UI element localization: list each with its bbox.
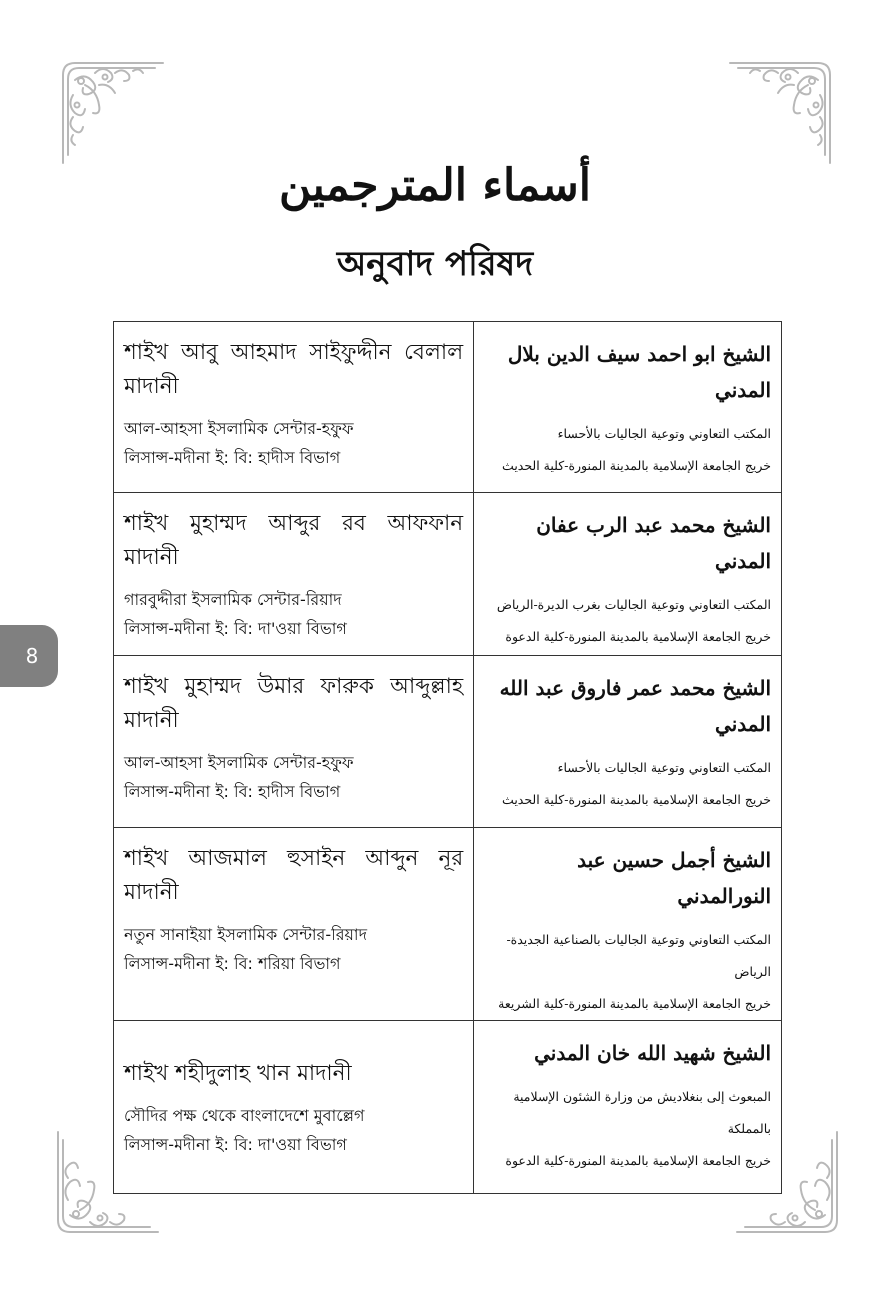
translator-affiliation-arabic: المكتب التعاوني وتوعية الجاليات بغرب الديرة-الرياض	[496, 597, 771, 612]
translator-name-bengali: শাইখ মুহাম্মদ আব্দুর রব আফফান মাদানী	[124, 511, 464, 570]
translator-affiliation-bengali: আল-আহসা ইসলামিক সেন্টার-হফুফ	[124, 419, 354, 438]
floral-ornament-icon	[55, 55, 165, 165]
table-row	[114, 1021, 782, 1194]
arabic-cell	[474, 828, 782, 1021]
translator-name-bengali: শাইখ শহীদুলাহ খান মাদানী	[124, 1061, 352, 1086]
table-row	[114, 656, 782, 828]
corner-ornament-top-left	[55, 55, 165, 165]
translator-degree-arabic: خريج الجامعة الإسلامية بالمدينة المنورة-كلية الدعوة	[505, 629, 771, 644]
arabic-cell	[474, 493, 782, 656]
floral-ornament-icon	[728, 55, 838, 165]
translator-name-bengali: শাইখ আজমাল হুসাইন আব্দুন নূর মাদানী	[124, 846, 464, 905]
translator-name-arabic: الشيخ محمد عبد الرب عفان المدني	[536, 513, 771, 573]
page-title-bengali: অনুবাদ পরিষদ	[336, 244, 534, 284]
translator-name-arabic: الشيخ شهيد الله خان المدني	[534, 1041, 771, 1065]
translator-name-arabic: الشيخ أجمل حسين عبد النورالمدني	[577, 848, 771, 908]
arabic-cell	[474, 322, 782, 493]
table-row	[114, 828, 782, 1021]
translator-affiliation-arabic: المبعوث إلى بنغلاديش من وزارة الشئون الإسلامية بالمملكة	[513, 1089, 771, 1136]
arabic-cell	[474, 1021, 782, 1194]
translator-degree-bengali: লিসান্স-মদীনা ই: বি: শরিয়া বিভাগ	[124, 954, 341, 973]
bengali-cell	[114, 828, 474, 1021]
page-number: 8	[25, 644, 39, 668]
translator-affiliation-bengali: নতুন সানাইয়া ইসলামিক সেন্টার-রিয়াদ	[124, 925, 367, 944]
translator-degree-arabic: خريج الجامعة الإسلامية بالمدينة المنورة-كلية الدعوة	[505, 1153, 771, 1168]
translator-affiliation-arabic: المكتب التعاوني وتوعية الجاليات بالصناعية الجديدة-الرياض	[506, 932, 771, 979]
translator-affiliation-bengali: আল-আহসা ইসলামিক সেন্টার-হফুফ	[124, 753, 354, 772]
table-row	[114, 493, 782, 656]
translator-degree-bengali: লিসান্স-মদীনা ই: বি: হাদীস বিভাগ	[124, 448, 341, 467]
bengali-cell	[114, 493, 474, 656]
arabic-cell	[474, 656, 782, 828]
translator-name-arabic: الشيخ ابو احمد سيف الدين بلال المدني	[507, 342, 771, 402]
translator-affiliation-bengali: সৌদির পক্ষ থেকে বাংলাদেশে মুবাল্লেগ	[124, 1106, 365, 1125]
translators-table	[113, 321, 782, 1194]
page-title-arabic: أسماء المترجمين	[279, 160, 591, 211]
corner-ornament-top-right	[728, 55, 838, 165]
translator-affiliation-bengali: গারবুদ্দীরা ইসলামিক সেন্টার-রিয়াদ	[124, 590, 342, 609]
translator-degree-bengali: লিসান্স-মদীনা ই: বি: দা'ওয়া বিভাগ	[124, 1135, 347, 1154]
table-row	[114, 322, 782, 493]
translator-name-bengali: শাইখ আবু আহমাদ সাইফুদ্দীন বেলাল মাদানী	[124, 340, 464, 399]
bengali-cell	[114, 1021, 474, 1194]
translator-affiliation-arabic: المكتب التعاوني وتوعية الجاليات بالأحساء	[557, 760, 771, 775]
translator-affiliation-arabic: المكتب التعاوني وتوعية الجاليات بالأحساء	[557, 426, 771, 441]
translator-degree-arabic: خريج الجامعة الإسلامية بالمدينة المنورة-كلية الشريعة	[498, 996, 771, 1011]
translator-degree-bengali: লিসান্স-মদীনা ই: বি: দা'ওয়া বিভাগ	[124, 619, 347, 638]
translator-degree-arabic: خريج الجامعة الإسلامية بالمدينة المنورة-كلية الحديث	[502, 792, 771, 807]
bengali-cell	[114, 656, 474, 828]
translator-name-bengali: শাইখ মুহাম্মদ উমার ফারুক আব্দুল্লাহ মাদানী	[124, 674, 464, 733]
translator-degree-arabic: خريج الجامعة الإسلامية بالمدينة المنورة-كلية الحديث	[502, 458, 771, 473]
bengali-cell	[114, 322, 474, 493]
translator-degree-bengali: লিসান্স-মদীনা ই: বি: হাদীস বিভাগ	[124, 782, 341, 801]
page-number-tab	[0, 625, 58, 687]
translator-name-arabic: الشيخ محمد عمر فاروق عبد الله المدني	[499, 676, 771, 736]
